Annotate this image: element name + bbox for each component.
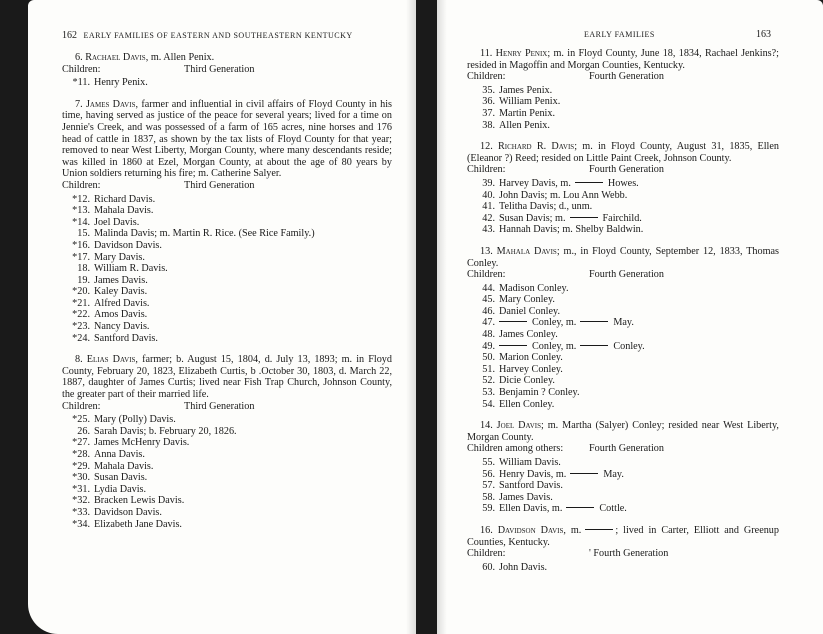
- child-number: 50.: [482, 352, 495, 364]
- children-heading: [62, 401, 392, 413]
- child-text: Mary (Polly) Davis.: [94, 414, 176, 426]
- child-text: James Penix.: [499, 84, 553, 96]
- child-text: May.: [613, 317, 634, 329]
- child-text: Amos Davis.: [94, 309, 148, 321]
- child-entry: [467, 562, 779, 574]
- child-number: 46.: [482, 305, 495, 317]
- child-entry: [467, 178, 779, 190]
- page-content: [467, 48, 779, 573]
- child-entry: [467, 375, 779, 387]
- child-number: 38.: [482, 119, 495, 131]
- generation-label: Fourth Generation: [589, 71, 664, 83]
- child-number: *11.: [72, 77, 90, 89]
- child-text: Joel Davis.: [94, 216, 140, 228]
- child-entry: [467, 399, 779, 411]
- child-entry: [62, 252, 392, 264]
- entry-text: ; m., in Floyd County, September 12, 1833, Thomas Conley.: [467, 245, 780, 269]
- children-label: Children:: [62, 400, 101, 412]
- child-text: Susan Davis; m.: [499, 212, 566, 224]
- child-text: John Davis; m. Lou Ann Webb.: [499, 189, 628, 201]
- child-text: Conley, m.: [532, 340, 577, 352]
- child-text: Mary Conley.: [499, 294, 555, 306]
- child-text: Conley, m.: [532, 317, 577, 329]
- child-text: Mahala Davis.: [94, 460, 154, 472]
- child-entry: [62, 286, 392, 298]
- child-entry: [62, 495, 392, 507]
- child-entry: [467, 213, 779, 225]
- child-number: 39.: [482, 177, 495, 189]
- child-text: Howes.: [607, 177, 639, 189]
- entry-number: 7.: [75, 98, 86, 110]
- page-number: 162: [62, 30, 77, 41]
- child-text: Dicie Conley.: [499, 375, 555, 387]
- child-text: Benjamin ? Conley.: [499, 387, 580, 399]
- child-entry: [62, 484, 392, 496]
- child-entry: [62, 263, 392, 275]
- child-text: Daniel Conley.: [499, 305, 561, 317]
- child-number: 55.: [482, 457, 495, 468]
- child-text: William R. Davis.: [94, 263, 168, 275]
- child-number: 43.: [482, 224, 495, 236]
- child-entry: [62, 217, 392, 229]
- child-number: *32.: [72, 495, 90, 507]
- child-number: *30.: [72, 472, 90, 484]
- child-entry: [62, 437, 392, 449]
- entry-paragraph: [467, 525, 779, 548]
- child-entry: [467, 317, 779, 329]
- entry-gap: [467, 236, 779, 246]
- entry-name: Mahala Davis: [496, 245, 557, 257]
- child-entry: [467, 457, 779, 469]
- child-number: 15.: [77, 228, 90, 240]
- generation-label: Third Generation: [184, 63, 255, 75]
- child-text: Ellen Conley.: [499, 398, 555, 410]
- child-text: Marion Conley.: [499, 352, 563, 364]
- generation-label: ' Fourth Generation: [589, 548, 669, 560]
- entry-text: , farmer and influential in civil affairs of Floyd County in his time, having served as justice of the peace for several years; lived for a time on Jennie's Creek, and was possessed of a farm of 165 acres, nine horses and 176 head of cattle in 1837, as shown by the tax lists of Floyd County for that year; removed to near West Liberty, Morgan County, where many descendants reside; was killed in 1860 at Ezel, Morgan County, at about the age of 80 years by Union soldiers returning his fire; m. Catherine Salyer.: [62, 98, 393, 180]
- child-entry: [467, 503, 779, 515]
- child-entry: [62, 205, 392, 217]
- child-number: *17.: [72, 251, 90, 263]
- child-number: 58.: [482, 491, 495, 503]
- right-page: [437, 0, 823, 634]
- entry-name: Richard R. Davis: [497, 141, 575, 153]
- entry-number: 12.: [480, 141, 498, 153]
- blank-line: [580, 321, 608, 322]
- child-entry: [467, 120, 779, 132]
- child-number: 48.: [482, 329, 495, 341]
- child-text: Santford Davis.: [499, 480, 563, 492]
- blank-line: [499, 321, 527, 322]
- child-text: Henry Penix.: [94, 77, 148, 89]
- entry-text: ; m. in Floyd County, June 18, 1834, Rachael Jenkins?; resided in Magoffin and Morgan Counties, Kentucky.: [467, 48, 779, 71]
- child-entry: [467, 352, 779, 364]
- children-label: Children among others:: [467, 443, 564, 455]
- child-number: *28.: [72, 449, 90, 460]
- child-entry: [467, 480, 779, 492]
- child-entry: [467, 492, 779, 504]
- child-number: *12.: [72, 193, 90, 205]
- children-label: Children:: [467, 269, 506, 281]
- running-head: [62, 30, 353, 41]
- entry-name: Joel Davis: [496, 420, 541, 432]
- child-entry: [62, 519, 392, 531]
- entry-number: 6.: [75, 52, 86, 63]
- child-entry: [467, 190, 779, 202]
- gutter-shadow: [437, 0, 447, 634]
- child-entry: [467, 329, 779, 341]
- entry-name: Henry Penix: [495, 48, 548, 59]
- entry-number: 13.: [480, 245, 497, 257]
- child-text: Sarah Davis; b. February 20, 1826.: [94, 425, 237, 437]
- child-entry: [467, 294, 779, 306]
- entry-gap: [467, 131, 779, 141]
- child-text: Elizabeth Jane Davis.: [94, 518, 182, 530]
- children-heading: [467, 269, 779, 281]
- children-label: Children:: [62, 179, 101, 191]
- entry-paragraph: [62, 354, 392, 400]
- child-text: Davidson Davis.: [94, 239, 162, 251]
- child-number: 54.: [482, 398, 495, 410]
- child-entry: [62, 507, 392, 519]
- entry-gap: [467, 515, 779, 525]
- child-number: 45.: [482, 294, 495, 306]
- child-entry: [62, 240, 392, 252]
- children-heading: [62, 64, 392, 76]
- entry-gap: [62, 344, 392, 354]
- child-entry: [467, 96, 779, 108]
- generation-label: Fourth Generation: [589, 443, 664, 455]
- children-heading: [467, 71, 779, 83]
- child-text: May.: [603, 468, 624, 480]
- child-number: 35.: [482, 84, 495, 96]
- blank-line: [566, 507, 594, 508]
- children-heading: [467, 548, 779, 560]
- children-label: Children:: [62, 63, 101, 75]
- left-page: [28, 0, 416, 634]
- entry-paragraph: [467, 420, 779, 443]
- child-number: *29.: [72, 460, 90, 472]
- child-text: James Davis.: [94, 274, 148, 286]
- child-number: 44.: [482, 282, 495, 294]
- children-label: Children:: [467, 71, 506, 83]
- entry-text: , m. Allen Penix.: [145, 52, 215, 63]
- entry-paragraph: [467, 48, 779, 71]
- child-number: 57.: [482, 480, 495, 492]
- child-entry: [62, 309, 392, 321]
- child-entry: [467, 201, 779, 213]
- entry-name: James Davis: [85, 98, 136, 110]
- running-head: [584, 29, 771, 40]
- children-label: Children:: [467, 164, 506, 176]
- entry-text: ; m. in Floyd County, August 31, 1835, Ellen (Eleanor ?) Reed; resided on Little Paint Creek, Johnson County.: [467, 141, 779, 164]
- child-text: Madison Conley.: [499, 282, 569, 294]
- child-number: 52.: [482, 375, 495, 387]
- entry-number: 11.: [480, 48, 496, 59]
- child-text: Conley.: [613, 340, 645, 352]
- child-text: Mary Davis.: [94, 251, 145, 263]
- child-text: James Davis.: [499, 491, 553, 503]
- child-entry: [62, 449, 392, 461]
- child-text: Alfred Davis.: [94, 297, 150, 309]
- entry-text: ; m. Martha (Salyer) Conley; resided near West Liberty, Morgan County.: [467, 420, 779, 443]
- child-text: Cottle.: [599, 503, 627, 515]
- child-text: Nancy Davis.: [94, 321, 150, 333]
- entry-text: , farmer; b. August 15, 1804, d. July 13, 1893; m. in Floyd County, February 20, 1823, Elizabeth Curtis, b .October 30, 1803, d. March 22, 1887, daughter of James Curtis; lived near Fish Trap Church, Johnson County, the greater part of their married life.: [62, 354, 392, 401]
- children-heading: [467, 164, 779, 176]
- child-entry: [62, 321, 392, 333]
- child-entry: [62, 275, 392, 287]
- child-number: *31.: [72, 483, 90, 495]
- child-text: Kaley Davis.: [94, 286, 148, 298]
- entry-number: 14.: [480, 420, 497, 432]
- child-entry: [467, 387, 779, 399]
- child-number: *20.: [72, 286, 90, 298]
- entry-gap: [467, 410, 779, 420]
- page-content: [62, 52, 392, 530]
- child-text: Davidson Davis.: [94, 506, 162, 518]
- child-text: James Conley.: [499, 329, 558, 341]
- child-number: 53.: [482, 387, 495, 399]
- child-entry: [467, 341, 779, 353]
- child-text: Malinda Davis; m. Martin R. Rice. (See Rice Family.): [94, 228, 315, 240]
- running-head-text: EARLY FAMILIES OF EASTERN AND SOUTHEASTERN KENTUCKY: [83, 31, 353, 40]
- generation-label: Third Generation: [184, 400, 255, 412]
- child-text: Telitha Davis; d., unm.: [499, 201, 593, 213]
- generation-label: Fourth Generation: [589, 269, 664, 281]
- child-number: *21.: [72, 297, 90, 309]
- child-text: John Davis.: [499, 561, 548, 573]
- child-number: *25.: [72, 414, 90, 426]
- child-text: Susan Davis.: [94, 472, 148, 484]
- child-number: 51.: [482, 363, 495, 375]
- generation-label: Third Generation: [184, 179, 255, 191]
- child-entry: [62, 298, 392, 310]
- generation-label: Fourth Generation: [589, 164, 664, 176]
- child-number: 36.: [482, 96, 495, 108]
- child-entry: [62, 333, 392, 345]
- entry-text: ; lived in Carter, Elliott and Greenup Counties, Kentucky.: [467, 524, 779, 548]
- blank-line: [580, 345, 608, 346]
- blank-line: [570, 473, 598, 474]
- child-text: Fairchild.: [602, 212, 642, 224]
- child-entry: [62, 194, 392, 206]
- entry-name: Davidson Davis: [497, 524, 564, 536]
- child-number: 40.: [482, 189, 495, 201]
- child-number: *27.: [72, 437, 90, 449]
- child-text: Anna Davis.: [94, 449, 145, 460]
- child-number: *14.: [72, 216, 90, 228]
- entry-paragraph: [467, 141, 779, 164]
- child-number: *34.: [72, 518, 90, 530]
- entry-paragraph: [467, 246, 779, 269]
- child-number: 60.: [482, 561, 495, 573]
- children-heading: [467, 443, 779, 455]
- page-number: 163: [756, 29, 771, 40]
- child-entry: [467, 306, 779, 318]
- running-head-text: EARLY FAMILIES: [584, 30, 655, 39]
- child-text: Bracken Lewis Davis.: [94, 495, 185, 507]
- child-entry: [62, 426, 392, 438]
- child-text: William Penix.: [499, 96, 561, 108]
- child-number: 59.: [482, 503, 495, 515]
- child-entry: [62, 228, 392, 240]
- child-entry: [62, 77, 392, 89]
- child-entry: [62, 414, 392, 426]
- child-entry: [62, 472, 392, 484]
- entry-paragraph: [62, 99, 392, 180]
- entry-paragraph: [62, 52, 392, 64]
- child-entry: [467, 364, 779, 376]
- child-text: Henry Davis, m.: [499, 468, 567, 480]
- child-number: 56.: [482, 468, 495, 480]
- child-text: Ellen Davis, m.: [499, 503, 563, 515]
- child-number: *23.: [72, 321, 90, 333]
- child-text: James McHenry Davis.: [94, 437, 190, 449]
- child-number: 19.: [77, 274, 90, 286]
- child-number: 49.: [482, 340, 495, 352]
- child-number: 47.: [482, 317, 495, 329]
- entry-name: Elias Davis: [86, 354, 136, 366]
- child-number: 37.: [482, 107, 495, 119]
- entry-number: 16.: [480, 524, 498, 536]
- child-number: 26.: [77, 425, 90, 437]
- child-text: Santford Davis.: [94, 332, 158, 344]
- child-number: 42.: [482, 212, 495, 224]
- blank-line: [585, 529, 613, 530]
- child-number: *16.: [72, 239, 90, 251]
- child-entry: [467, 108, 779, 120]
- child-text: Allen Penix.: [499, 119, 550, 131]
- child-number: 18.: [77, 263, 90, 275]
- child-number: *13.: [72, 205, 90, 217]
- child-text: William Davis.: [499, 457, 561, 468]
- child-text: Martin Penix.: [499, 107, 556, 119]
- entry-name: Rachael Davis: [85, 52, 146, 63]
- child-entry: [467, 224, 779, 236]
- child-text: Harvey Conley.: [499, 363, 563, 375]
- child-number: *33.: [72, 506, 90, 518]
- blank-line: [499, 345, 527, 346]
- child-entry: [467, 469, 779, 481]
- child-text: Mahala Davis.: [94, 205, 154, 217]
- child-entry: [62, 461, 392, 473]
- child-text: Lydia Davis.: [94, 483, 147, 495]
- entry-number: 8.: [75, 354, 87, 366]
- gutter-shadow: [406, 0, 416, 634]
- child-number: *24.: [72, 332, 90, 344]
- blank-line: [575, 182, 603, 183]
- entry-text-pre: , m.: [563, 524, 582, 536]
- child-number: 41.: [482, 201, 495, 213]
- child-text: Hannah Davis; m. Shelby Baldwin.: [499, 224, 644, 236]
- child-entry: [467, 85, 779, 97]
- children-heading: [62, 180, 392, 192]
- child-text: Richard Davis.: [94, 193, 156, 205]
- child-entry: [467, 283, 779, 295]
- blank-line: [570, 217, 598, 218]
- children-label: Children:: [467, 548, 506, 560]
- child-number: *22.: [72, 309, 90, 321]
- child-text: Harvey Davis, m.: [499, 177, 571, 189]
- entry-gap: [62, 89, 392, 99]
